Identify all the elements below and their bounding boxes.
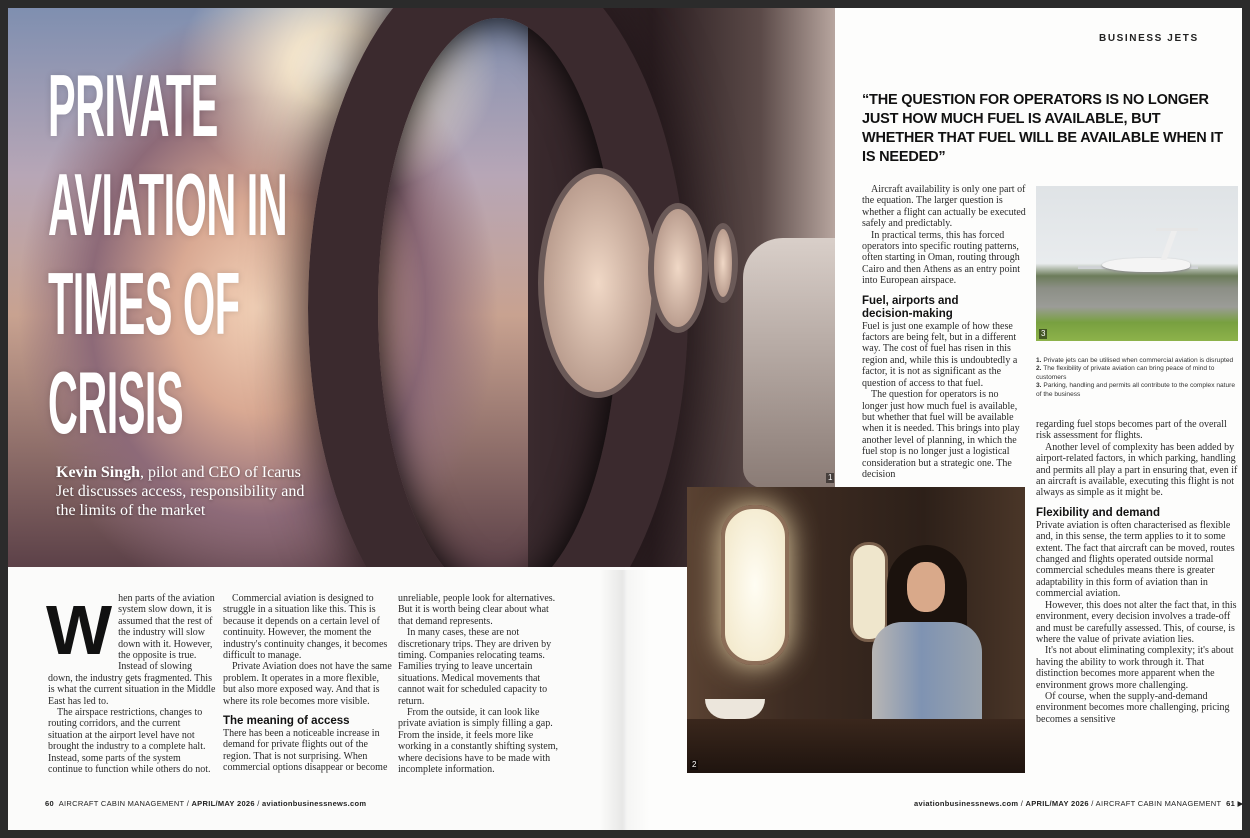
section-label: BUSINESS JETS <box>1099 33 1199 44</box>
paragraph: However, this does not alter the fact that, in this environment, every decision involves a trade-off and must be carefully assessed. This, of course, is where the value of private aviation lies. <box>1036 599 1237 645</box>
cabin-window-photo <box>8 8 835 567</box>
website-link[interactable]: aviationbusinessnews.com <box>914 799 1019 808</box>
subheading: Fuel, airports and decision-making <box>862 294 959 320</box>
paragraph: From the outside, it can look like private aviation is simply filling a gap. From the inside, it feels more like working in a constantly shifting system, where decisions have to be made with incomplete information. <box>398 707 558 776</box>
paragraph: The question for operators is no longer just how much fuel is available, but whether that fuel will be available when it is needed. This brings into play another level of planning, in which the fuel stop is no longer just a logistical consideration but a strategic one. The decision <box>862 389 1020 480</box>
subheading: The meaning of access <box>223 715 350 728</box>
drop-cap: W <box>46 591 113 669</box>
paragraph: Private aviation is often characterised as flexible and, in this sense, the term applies to it to some extent. The fact that aircraft can be moved, routes changed and flights operated outside normal commercial schedules means there is greater adaptability in this form of aviation than in commercial aviation. <box>1036 519 1235 600</box>
paragraph: Of course, when the supply-and-demand environment becomes more challenging, pricing becomes a sensitive <box>1036 690 1230 725</box>
body-column-3 <box>398 593 566 776</box>
page-number: 60 <box>45 799 54 808</box>
right-folio: aviationbusinessnews.com / APRIL/MAY 2026 / AIRCRAFT CABIN MANAGEMENT 61 ▶ <box>914 799 1244 808</box>
paragraph: Fuel is just one example of how these factors are being felt, but in a different way. The cost of fuel has risen in this region and, while this is undoubtedly a factor, it is not as significant as the question of access to that fuel. <box>862 320 1018 389</box>
website-link[interactable]: aviationbusinessnews.com <box>262 799 367 808</box>
pull-quote: “THE QUESTION FOR OPERATORS IS NO LONGER JUST HOW MUCH FUEL IS AVAILABLE, BUT WHETHER THAT FUEL WILL BE AVAILABLE WHEN IT IS NEEDED” <box>862 92 1223 165</box>
caption <box>1036 365 1238 382</box>
photo-number: 3 <box>1041 329 1046 338</box>
caption-text: Private jets can be utilised when commercial aviation is disrupted <box>1041 357 1234 364</box>
paragraph: Another level of complexity has been added by airport-related factors, in which parking, handling and permits all play a part in ensuring that, even if an aircraft is available, executing this flight is not always as simple as it might be. <box>1036 441 1238 499</box>
body-column-4 <box>862 184 1026 480</box>
caption-number: 2. <box>1036 365 1042 373</box>
passenger-photo <box>687 487 1025 773</box>
author-name: Kevin Singh <box>56 464 141 481</box>
caption <box>1036 382 1238 399</box>
paragraph: Aircraft availability is only one part of the equation. The larger question is whether a flight can actually be executed safely and predictably. <box>862 184 1026 230</box>
subheading: Flexibility and demand <box>1036 506 1160 519</box>
paragraph: Commercial aviation is designed to struggle in a situation like this. This is because it depends on a certain level of continuity. However, the moment the industry's continuity changes, it becomes difficult to manage. <box>223 593 388 662</box>
magazine-name: AIRCRAFT CABIN MANAGEMENT <box>58 799 185 808</box>
paragraph: hen parts of the aviation system slow down, it is assumed that the rest of the industry will slow down with it. However, the opposite is true. Instead of slowing down, the industry gets fragmented. This is what the current situation in the Middle East has led to. <box>48 593 216 707</box>
paragraph: regarding fuel stops becomes part of the overall risk assessment for flights. <box>1036 419 1227 442</box>
caption-text: The flexibility of private aviation can bring peace of mind to customers <box>1036 365 1215 381</box>
parked-jet-photo <box>1036 186 1238 341</box>
caption <box>1036 357 1238 365</box>
magazine-name: AIRCRAFT CABIN MANAGEMENT <box>1095 799 1222 808</box>
standfirst <box>56 463 306 520</box>
headline-line: PRIVATE <box>48 56 218 155</box>
paragraph: The airspace restrictions, changes to routing corridors, and the current situation at the airport level have not brought the industry to a complete halt. Instead, some parts of the system continue to function while others do not. <box>48 707 211 776</box>
paragraph: There has been a noticeable increase in demand for private flights out of the region. That is not surprising. When commercial options disappear or become <box>223 728 388 774</box>
caption-number: 1. <box>1036 357 1042 364</box>
photo-captions <box>1036 357 1238 399</box>
standfirst-text: , pilot and CEO of Icarus Jet discusses access, responsibility and the limits of the market <box>56 464 305 519</box>
headline-line: CRISIS <box>48 353 184 452</box>
caption-number: 3. <box>1036 382 1042 390</box>
paragraph: In many cases, these are not discretionary trips. They are driven by timing. Companies relocating teams. Families trying to leave uncertain situations. Medical movements that cannot wait for scheduled capacity to return. <box>398 627 552 707</box>
paragraph: unreliable, people look for alternatives. But it is worth being clear about what that demand represents. <box>398 593 556 627</box>
arrow-right-icon: ▶ <box>1237 799 1244 808</box>
photo-number: 1 <box>828 473 833 482</box>
headline-line: TIMES OF <box>48 254 240 353</box>
left-folio: 60 AIRCRAFT CABIN MANAGEMENT / APRIL/MAY 2026 / aviationbusinessnews.com <box>45 799 367 808</box>
caption-text: Parking, handling and permits all contribute to the complex nature of the business <box>1036 382 1236 398</box>
body-column-1 <box>48 593 216 776</box>
headline-line: AVIATION IN <box>48 155 288 254</box>
paragraph: It's not about eliminating complexity; it's about having the ability to work through it. That distinction becomes more apparent when the environment grows more challenging. <box>1036 645 1234 691</box>
issue-date: APRIL/MAY 2026 <box>1025 799 1089 808</box>
body-column-5 <box>1036 419 1238 725</box>
issue-date: APRIL/MAY 2026 <box>191 799 255 808</box>
headline <box>48 56 287 452</box>
body-column-2 <box>223 593 393 774</box>
photo-number: 2 <box>692 760 697 769</box>
paragraph: In practical terms, this has forced operators into specific routing patterns, often starting in Oman, routing through Cairo and then Athens as an entry point into European airspace. <box>862 229 1021 287</box>
page-number: 61 <box>1226 799 1236 808</box>
paragraph: Private Aviation does not have the same problem. It operates in a more flexible, but also more exposed way. And that is where its role becomes more visible. <box>223 661 392 707</box>
